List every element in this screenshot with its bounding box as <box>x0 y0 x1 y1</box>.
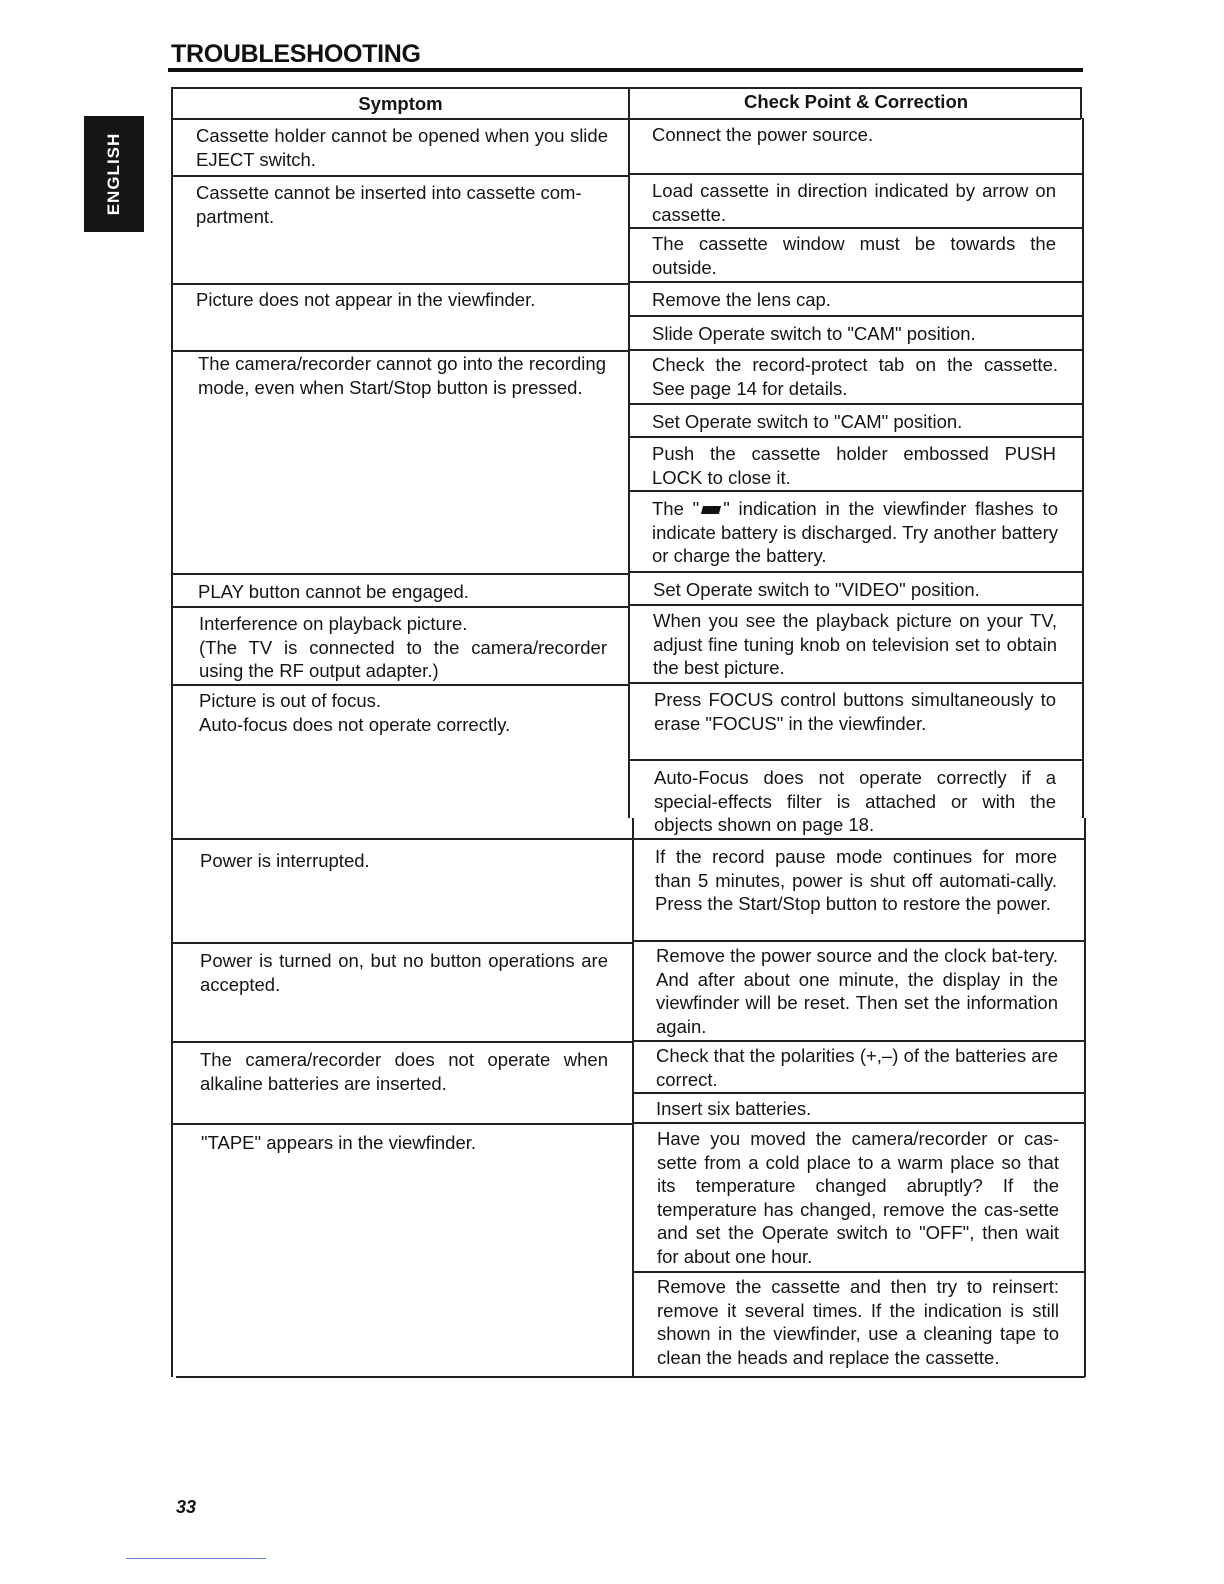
language-tab-label: ENGLISH <box>104 132 123 216</box>
check-cell: Remove the power source and the clock bat-tery. And after about one minute, the display in the viewfinder will be reset. Then set the information again. <box>656 945 1064 1037</box>
check-cell: Remove the lens cap. <box>652 289 831 310</box>
symptom-cell: The camera/recorder cannot go into the recording mode, even when Start/Stop button is pressed. <box>198 353 612 398</box>
symptom-cell: Picture does not appear in the viewfinder. <box>196 289 536 310</box>
check-cell: Check that the polarities (+,–) of the batteries are correct. <box>656 1045 1064 1090</box>
symptom-cell: Interference on playback picture. (The TV is connected to the camera/recorder using the RF output adapter.) <box>199 613 607 681</box>
check-cell: Check the record-protect tab on the cassette. See page 14 for details. <box>652 354 1064 399</box>
battery-text: " indication in the viewfinder flashes to indicate battery is discharged. Try another battery or charge the battery. <box>652 498 1064 566</box>
check-cell-battery <box>652 497 1064 568</box>
check-cell: Auto-Focus does not operate correctly if a special-effects filter is attached or with the objects shown on page 18. <box>654 767 1062 835</box>
symptom-cell: "TAPE" appears in the viewfinder. <box>201 1132 477 1153</box>
symptom-cell: The camera/recorder does not operate when alkaline batteries are inserted. <box>200 1049 614 1094</box>
page-number: 33 <box>176 1497 197 1517</box>
check-cell: Slide Operate switch to "CAM" position. <box>652 323 976 344</box>
check-cell: Have you moved the camera/recorder or cas-sette from a cold place to a warm place so that its temperature changed abruptly? If the temperature has changed, remove the cas-sette and set the Operate switch to "OFF", then wait for about one hour. <box>657 1128 1065 1267</box>
battery-icon <box>701 506 721 514</box>
check-cell: The cassette window must be towards the outside. <box>652 233 1062 278</box>
check-cell: Remove the cassette and then try to reinsert: remove it several times. If the indication is still shown in the viewfinder, use a cleaning tape to clean the heads and replace the cassette. <box>657 1276 1065 1368</box>
symptom-cell: Cassette holder cannot be opened when you slide EJECT switch. <box>196 125 614 170</box>
symptom-cell: Power is interrupted. <box>200 850 370 871</box>
symptom-cell: Picture is out of focus. Auto-focus does not operate correctly. <box>199 690 511 735</box>
footer-line <box>126 1558 266 1559</box>
check-cell: Load cassette in direction indicated by arrow on cassette. <box>652 180 1062 225</box>
header-symptom: Symptom <box>358 93 443 114</box>
check-cell: When you see the playback picture on your TV, adjust fine tuning knob on television set to obtain the best picture. <box>653 610 1063 678</box>
check-cell: Set Operate switch to "CAM" position. <box>652 411 963 432</box>
check-cell: If the record pause mode continues for more than 5 minutes, power is shut off automati-cally. Press the Start/Stop button to restore the power. <box>655 846 1063 914</box>
check-cell: Connect the power source. <box>652 124 874 145</box>
check-cell: Set Operate switch to "VIDEO" position. <box>653 579 980 600</box>
battery-prefix: The " <box>652 498 700 519</box>
symptom-cell: Cassette cannot be inserted into cassette com- partment. <box>196 182 582 227</box>
header-check: Check Point & Correction <box>743 91 969 112</box>
page-title: TROUBLESHOOTING <box>171 40 421 68</box>
symptom-cell: PLAY button cannot be engaged. <box>198 581 469 602</box>
check-cell: Press FOCUS control buttons simultaneously to erase "FOCUS" in the viewfinder. <box>654 689 1062 734</box>
check-cell: Insert six batteries. <box>656 1098 812 1119</box>
symptom-cell: Power is turned on, but no button operations are accepted. <box>200 950 614 995</box>
check-cell: Push the cassette holder embossed PUSH LOCK to close it. <box>652 443 1062 488</box>
